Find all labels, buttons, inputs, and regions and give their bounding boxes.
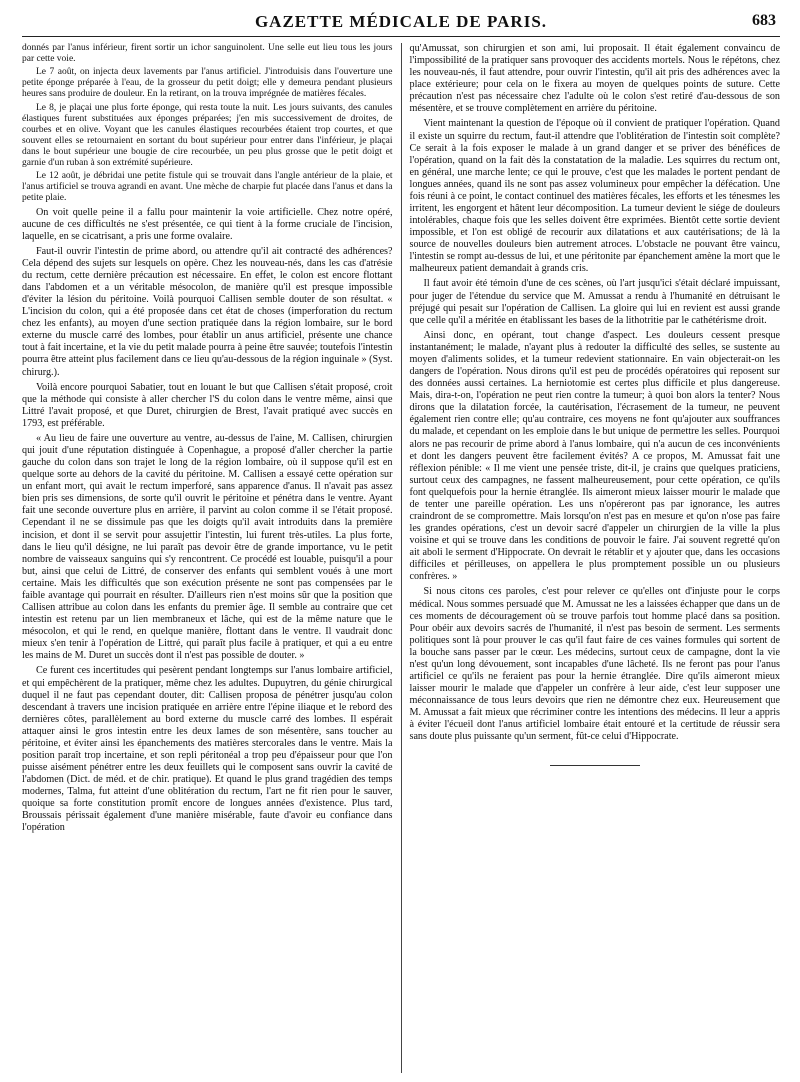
paragraph: Ainsi donc, en opérant, tout change d'aspect. Les douleurs cessent presque instantanément; le malade, n'ayant plus à redouter la difficulté des selles, se sustente au moyen d'aliments solides, et la tumeur redevient stationnaire. En vain objecterait-on les dangers de l'opération. Nous dirons qu'il est peu de procédés opératoires qui reposent sur des données aussi certaines. La herniotomie est certes plus difficile et plus dangereuse. Mais, dira-t-on, l'opération ne peut rien contre la tumeur; à quoi bon alors la tenter? Nous dirons que la dilatation forcée, la cautérisation, l'écrasement de la tumeur, ne peuvent également rien contre elle; qu'au contraire, ces moyens ne font qu'ajouter aux souffrances du malade, et cependant on les emploie dans le but unique de permettre les selles. Pourquoi alors ne pas recourir de prime abord à l'anus lombaire, qui n'a aucun de ces inconvénients et dont les dangers peuvent être facilement évités? A ce propos, M. Amussat fait une réflexion pénible: « Il me vient une pensée triste, dit-il, je crains que quelques praticiens, surtout ceux des campagnes, ne fassent malheureusement, pour cette opération, ce qu'ils font quelquefois pour la hernie étranglée. Ils aimeront mieux laisser mourir le malade que de tenter une pareille opération. Les uns n'opéreront pas par ignorance, les autres craindront de se compromettre. Mais lorsqu'on n'est pas en mesure et qu'on n'ose pas faire les grandes opérations, c'est un devoir sacré d'appeler un chirurgien de la ville la plus voisine et qui se trouve dans les conditions de pouvoir le faire. J'ai souvent regretté qu'on ait aboli le serment d'Hippocrate. On devrait le rétablir et y ajouter que, dans les occasions difficiles et périlleuses, on appellera le plus promptement possible un ou plusieurs confrères. » xyxy=(409,329,780,583)
page-number: 683 xyxy=(752,12,776,29)
left-column xyxy=(22,43,401,1073)
paragraph: Ce furent ces incertitudes qui pesèrent pendant longtemps sur l'anus lombaire artificiel, et qui empêchèrent de la pratiquer, même chez les adultes. Dupuytren, du génie chirurgical duquel il ne faut pas cependant douter, dit: Callisen proposa de pénétrer jusqu'au colon descendant à travers une incision pratiquée en arrière entre l'épine iliaque et le rebord des dernières côtes, parallèlement au bord externe du muscle carré des lombes. Il espérait attaquer ainsi le gros intestin entre les deux lames de son mésentère, sans toucher au péritoine, et éviter ainsi les épanchements des matières stercorales dans le ventre. Mais la position paraît trop incertaine, et son repli péritonéal a trop peu d'épaisseur pour que l'on puisse aisément pénétrer entre les deux feuillets qui le composent sans ouvrir la cavité de l'abdomen (Dict. de méd. et de chir. pratique). Et quand le plus grand tragédien des temps modernes, Talma, fut atteint d'une oblitération du rectum, l'art ne fit rien pour le sauver, quoique sa forte constitution promît encore de longues années d'existence. Plus tard, Broussais périssait également d'une manière misérable, faute d'avoir eu confiance dans l'opération xyxy=(22,665,393,834)
right-column xyxy=(401,43,781,1073)
paragraph: Faut-il ouvrir l'intestin de prime abord, ou attendre qu'il ait contracté des adhérences? Cela dépend des sujets sur lesquels on opère. Chez les nouveau-nés, dans les cas d'atrésie du rectum, cette dernière précaution est nécessaire. En effet, le colon est encore flottant dans l'abdomen et a un véritable mésocolon, de manière qu'il est presque impossible d'éviter la lésion du péritoine. Voilà pourquoi Callisen semble douter de son résultat. « L'incision du colon, qui a été proposée dans cet état de choses (imperforation du rectum chez les enfants), au moyen d'une section pratiquée dans la région lombaire, sur le bord externe du muscle carré des lombes, pour établir un anus artificiel, présente une chance tout à fait incertaine, et la vie du petit malade pourra à peine être sauvée; toutefois l'intestin pourra être atteint plus facilement dans ce lieu qu'au-dessous de la région inguinale » (Syst. chirurg.). xyxy=(22,245,393,378)
paragraph: Il faut avoir été témoin d'une de ces scènes, où l'art jusqu'ici s'était déclaré impuissant, pour juger de l'étendue du service que M. Amussat a rendu à l'humanité en détruisant le préjugé qui pesait sur l'opération de Callisen. La gloire qui lui en revient est aussi grande que celle qu'il a méritée en établissant les bases de la lithotritie par le cathétérisme droit. xyxy=(409,278,780,326)
text-columns xyxy=(22,43,780,1073)
paragraph: Vient maintenant la question de l'époque où il convient de pratiquer l'opération. Quand il existe un squirre du rectum, faut-il attendre que l'oblitération de l'intestin soit complète? Ce serait à la fois exposer le malade à un grand danger et se priver des bénéfices de l'opération, quand on la fait dès la constatation de la maladie. Les squirres du rectum ont, en général, une marche lente; ce qui le prouve, c'est que les malades le portent pendant de longues années, quand ils ne sont pas assez volumineux pour empêcher la défécation. Une fois réuni à ce point, le contact continuel des matières fécales, les efforts et les ténesmes les irritent, les engorgent et hâtent leur décomposition. La tumeur devient le siége de douleurs intolérables, chaque fois que les selles doivent être exprimées. Bientôt cette sortie devient impossible, et l'on est obligé de recourir aux dilatations et aux cautérisations; de là la source de nouvelles douleurs bien autrement atroces. L'obstacle ne pouvant être vaincu, l'intestin se rompt au-dessus de lui, et une péritonite par épanchement amène la mort que le malheureux patient demandait à grands cris. xyxy=(409,118,780,275)
paragraph: « Au lieu de faire une ouverture au ventre, au-dessus de l'aine, M. Callisen, chirurgien qui jouit d'une réputation distinguée à Copenhague, a proposé d'aller chercher la partie gauche du colon dans son trajet le long de la région lombaire, où il suppose qu'il est en quelque sorte au dehors de la cavité du péritoine. M. Callisen a essayé cette opération sur un enfant mort, qui avait le rectum imperforé, sans apparence d'anus. Il n'avait pas assez bien pris ses dimensions, de sorte qu'il ouvrit le péritoine et pénétra dans le ventre. Ayant fait une seconde ouverture plus en arrière, il parvint au colon comme il se l'était proposé. Cependant il ne se dissimule pas que les doigts qu'il avait introduits dans la première incision, et dont il se servit pour assujettir l'intestin, lui furent très-utiles. La plus forte, dans le lieu qu'il désigne, ne lui paraît pas devoir être de grande importance, vu le petit nombre de vaisseaux sanguins qui s'y rencontrent. Ce procédé est louable, puisqu'il a pour but, ainsi que celui de Littré, de conserver des enfants qui semblent voués à une mort certaine. Mais les difficultés que son exécution présente ne sont pas compensées par le faible avantage qui pourrait en résulter. D'ailleurs rien n'est moins sûr que la position que Callisen attribue au colon dans les enfants du premier âge. Il semble au contraire que cet intestin est retenu par un lien membraneux et lâche, qui est de la même nature que le mésocolon, et qui le rend, en quelque manière, flottant dans le ventre. Il vaudrait donc mieux s'en tenir à l'opération de Littré, qui paraît plus facile à pratiquer, et qui a eu entre les mains de M. Duret un succès dont il n'est pas possible de douter. » xyxy=(22,432,393,662)
journal-title: GAZETTE MÉDICALE DE PARIS. xyxy=(254,12,548,31)
end-rule xyxy=(550,765,640,766)
paragraph: qu'Amussat, son chirurgien et son ami, lui proposait. Il était également convaincu de l'impossibilité de la pratiquer sans provoquer des accidents mortels. Nous le répétons, chez les nouveau-nés, il faut attendre, pour ouvrir l'intestin, qu'il ait pris des adhérences avec la place extérieure; pour cela on le fixera au moyen de quelques points de suture. Cette précaution n'est pas nécessaire chez l'adulte où le colon s'est retiré d'au-dessous de son mésentère, et se trouve complètement en arrière du péritoine. xyxy=(409,43,780,115)
paragraph: Le 12 août, je débridai une petite fistule qui se trouvait dans l'angle antérieur de la plaie, et l'anus artificiel se trouva agrandi en avant. Une mèche de charpie fut placée dans l'anus et dans la petite plaie. xyxy=(22,171,393,204)
paragraph: Voilà encore pourquoi Sabatier, tout en louant le but que Callisen s'était proposé, croit que la méthode qui consiste à aller chercher l'S du colon dans le ventre même, ainsi que Littré l'avait proposé, et que Duret, chirurgien de Brest, l'avait pratiqué avec succès en 1793, est préférable. xyxy=(22,381,393,429)
paragraph: Le 7 août, on injecta deux lavements par l'anus artificiel. J'introduisis dans l'ouverture une petite éponge préparée à l'eau, de la grosseur du petit doigt; elle y demeura pendant plusieurs heures sans produire de douleur. En la retirant, on la trouva imprégnée de matières fécales. xyxy=(22,67,393,100)
paragraph: donnés par l'anus inférieur, firent sortir un ichor sanguinolent. Une selle eut lieu tous les jours par cette voie. xyxy=(22,43,393,65)
page-header xyxy=(22,10,780,37)
paragraph: On voit quelle peine il a fallu pour maintenir la voie artificielle. Chez notre opéré, aucune de ces difficultés ne s'est présentée, ce qui tient à la forme cruciale de l'incision, laquelle, en se cicatrisant, a pris une forme ovalaire. xyxy=(22,206,393,242)
paragraph: Le 8, je plaçai une plus forte éponge, qui resta toute la nuit. Les jours suivants, des canules élastiques furent substituées aux éponges préparées; j'en mis successivement de droites, de courbes et en olive. Voyant que les canules élastiques recourbées étaient trop courtes, et que souvent elles se retournaient en sortant du bout supérieur pour entrer dans l'inférieur, je plaçai dans le bout supérieur une bougie de cire recourbée, un peu plus grosse que le petit doigt et garnie d'un ruban à son extrémité supérieure. xyxy=(22,102,393,169)
paragraph: Si nous citons ces paroles, c'est pour relever ce qu'elles ont d'injuste pour le corps médical. Nous sommes persuadé que M. Amussat ne les a laissées échapper que dans un de ces moments de découragement où se trouve parfois tout homme placé dans sa position. Pour obéir aux devoirs sacrés de l'humanité, il n'est pas besoin de serment. Les serments politiques sont là pour prouver le cas qu'il faut faire de ces vaines formules qui sortent de la bouche sans passer par le cœur. Les médecins, surtout ceux de campagne, dont la vie n'est qu'un long dévouement, sont incapables d'une lâcheté. Ils ne feront pas pour l'anus artificiel ce qu'ils ne feraient pas pour la hernie étranglée. Dire qu'ils aimeront mieux laisser mourir le malade que d'appeler un confrère à leur aide, c'est leur supposer une méconnaissance de tous leurs devoirs que rien ne démontre chez eux. Heureusement que M. Amussat a fait mieux que récriminer contre les intentions des médecins. Il leur a appris à éviter l'écueil dont l'anus artificiel lombaire était entouré et la certitude de réussir sera sans doute plus puissante qu'un serment, fût-ce celui d'Hippocrate. xyxy=(409,586,780,743)
